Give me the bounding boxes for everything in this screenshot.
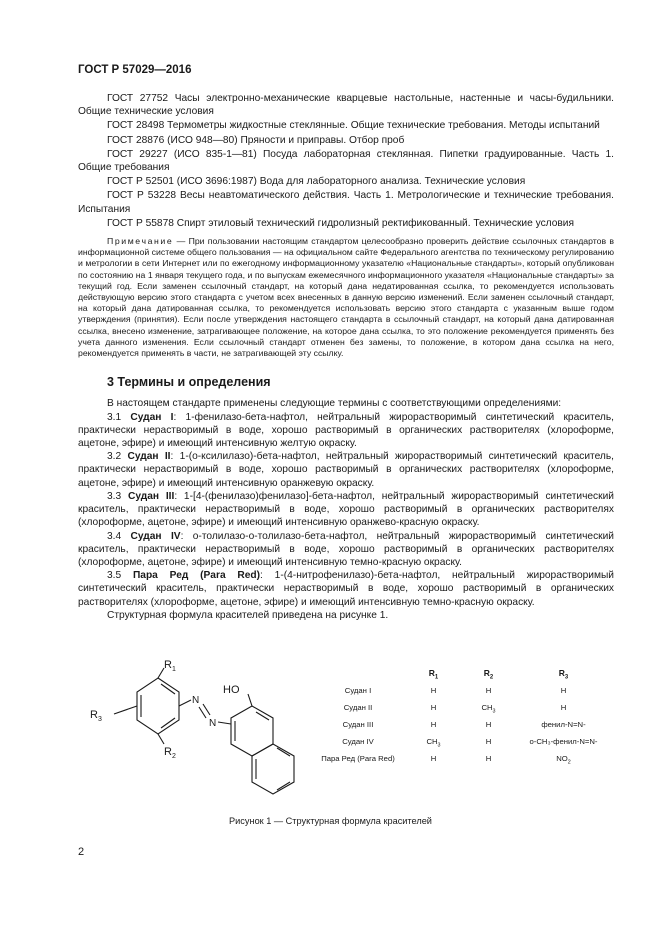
table-cell: Судан II (343, 702, 373, 712)
table-cell: H (560, 685, 567, 695)
bond-n-n (203, 704, 210, 715)
naphthalene-ring (252, 744, 294, 794)
term-number: 3.2 (107, 451, 128, 463)
table-cell: фенил-N=N- (541, 719, 586, 729)
note-label: Примечание (107, 236, 174, 247)
term-text: : 1-фенилазо-бета-нафтол, нейтральный жирорастворимый синтетический краситель, практически нерастворимый в воде, хорошо растворимый в органических растворителях (хлороформе, ацетоне, эфире) и имеющий интенсивную желтую окраску. (78, 411, 614, 450)
figure-1 (78, 658, 614, 813)
structural-formula (78, 658, 310, 813)
term-definition (78, 490, 614, 530)
table-cell: H (430, 685, 437, 695)
table-header-cell: $R_3$ (558, 668, 569, 681)
table-cell: Судан I (344, 685, 372, 695)
label-r3: $R_3$ (90, 709, 102, 723)
document-header: ГОСТ Р 57029—2016 (78, 64, 192, 76)
term-text: : 1-(4-нитрофенилазо)-бета-нафтол, нейтральный жирорастворимый синтетический краситель, практически нерастворимый в воде, хорошо растворимый в органических растворителях (хлороформе, ацетоне, эфире) и имеющий интенсивную темно-красную окраску. (78, 570, 614, 608)
term-definition (78, 530, 614, 570)
table-header-cell: $R_2$ (483, 668, 494, 681)
table-cell: о-CH₃-фенил-N=N- (529, 736, 598, 746)
page-number: 2 (78, 846, 85, 858)
label-oh: HO (223, 684, 240, 696)
term-text: : 1-(о-ксилилазо)-бета-нафтол, нейтральный жирорастворимый синтетический краситель, практически нерастворимый в воде, хорошо растворимый в органических растворителях (хлороформе, ацетоне, эфире) и имеющий интенсивную оранжевую окраску. (78, 451, 614, 489)
label-r2: $R_2$ (164, 746, 176, 760)
term-name: Судан IV (130, 530, 181, 542)
term-number: 3.4 (107, 530, 131, 542)
figure-reference: Структурная формула красителей приведена на рисунке 1. (107, 609, 389, 621)
table-row (310, 717, 611, 734)
term-number: 3.1 (107, 411, 131, 423)
table-cell: H (485, 736, 492, 746)
section-title: 3 Термины и определения (107, 375, 271, 390)
ref-gost-r-52501: ГОСТ Р 52501 (ИСО 3696:1987) Вода для лабораторного анализа. Технические условия (107, 176, 526, 188)
table-cell: H (430, 702, 437, 712)
table-cell: Судан IV (342, 736, 374, 746)
bond-r2 (158, 734, 164, 744)
note-paragraph (78, 236, 614, 359)
table-cell: H (485, 753, 492, 763)
figure-caption: Рисунок 1 — Структурная формула красителей (229, 816, 432, 826)
term-name: Судан I (130, 411, 174, 423)
table-cell: $CH_3$ (481, 702, 496, 715)
ref-gost-r-53228: ГОСТ Р 53228 Весы неавтоматического действия. Часть 1. Метрологические и технические требования. Испытания (78, 190, 614, 215)
table-cell: Судан III (342, 719, 374, 729)
table-header-row (310, 666, 611, 683)
term-name: Пара Ред (Para Red) (132, 570, 261, 582)
ref-gost-28876: ГОСТ 28876 (ИСО 948—80) Пряности и приправы. Отбор проб (107, 134, 405, 146)
term-definition (78, 569, 614, 609)
table-cell: H (430, 753, 437, 763)
term-number: 3.3 (107, 490, 128, 502)
table-row (310, 683, 611, 700)
ref-gost-28498: ГОСТ 28498 Термометры жидкостные стеклянные. Общие технические требования. Методы испытаний (107, 120, 600, 132)
ref-gost-r-55878: ГОСТ Р 55878 Спирт этиловый технический гидролизный ректификованный. Технические условия (107, 217, 575, 229)
label-n-top: N (192, 695, 200, 706)
substituent-table (310, 666, 611, 768)
bond-n-c (218, 722, 231, 724)
naphthol-ring (231, 706, 273, 756)
table-cell: H (430, 719, 437, 729)
ref-gost-27752: ГОСТ 27752 Часы электронно-механические кварцевые настольные, настенные и часы-будильники. Общие технические условия (78, 93, 614, 118)
note-text: — При пользовании настоящим стандартом целесообразно проверить действие ссылочных стандартов в информационной системе общего пользования — на официальном сайте Федерального агентства по техническому регулированию и метрологии в сети Интернет или по ежегодному информационному указателю «Национальные стандарты», который опубликован по состоянию на 1 января текущего года, и по выпускам ежемесячного информационного указателя «Национальные стандарты» за текущий год. Если заменен ссылочный стандарт, на который дана недатированная ссылка, то рекомендуется использовать действующую версию этого стандарта с учетом всех внесенных в данную версию изменений. Если заменен ссылочный стандарт, на который дана датированная ссылка, то рекомендуется использовать версию этого стандарта с указанным выше годом утверждения (принятия). Если после утверждения настоящего стандарта в ссылочный стандарт, на который дана датированная ссылка, внесено изменение, затрагивающее положение, на которое дана ссылка, то это положение рекомендуется применять без учета данного изменения. Если ссылочный стандарт отменен без замены, то положение, в котором дана ссылка на него, рекомендуется применять в части, не затрагивающей эту ссылку. (78, 236, 614, 359)
term-name: Судан III (127, 490, 175, 502)
ref-gost-29227: ГОСТ 29227 (ИСО 835-1—81) Посуда лабораторная стеклянная. Пипетки градуированные. Часть 1. Общие требования (78, 148, 614, 174)
bond-c-n (179, 700, 191, 706)
table-header-cell (310, 666, 406, 683)
table-row (310, 751, 611, 768)
table-row (310, 700, 611, 717)
table-cell: $CH_3$ (426, 736, 441, 749)
term-definition (78, 411, 614, 451)
table-cell: H (485, 685, 492, 695)
table-cell: H (485, 719, 492, 729)
bond-oh (248, 694, 252, 706)
table-cell: $NO_2$ (556, 753, 571, 766)
section-intro: В настоящем стандарте применены следующие термины с соответствующими определениями: (107, 398, 562, 410)
label-n-bottom: N (209, 718, 217, 729)
bond-r3 (114, 706, 137, 714)
term-number: 3.5 (107, 570, 133, 582)
terms-list (78, 411, 614, 609)
term-text: : о-толилазо-о-толилазо-бета-нафтол, нейтральный жирорастворимый синтетический краситель, практически нерастворимый в воде, хорошо растворимый в органических растворителях (хлороформе, ацетоне, эфире) и имеющий интенсивную темно-красную окраску. (78, 530, 615, 568)
table-cell: Пара Ред (Para Red) (321, 753, 395, 763)
label-r1: $R_1$ (164, 659, 176, 673)
table-header-cell: $R_1$ (428, 668, 439, 681)
table-row (310, 734, 611, 751)
table-cell: H (560, 702, 567, 712)
benzene-ring (137, 678, 179, 734)
term-definition (78, 450, 614, 490)
term-text: : 1-[4-(фенилазо)фенилазо]-бета-нафтол, нейтральный жирорастворимый синтетический краситель, практически нерастворимый в воде, хорошо растворимый в органических растворителях (хлороформе, ацетоне, эфире) и имеющий интенсивную оранжево-красную окраску. (78, 490, 614, 529)
term-name: Судан II (127, 451, 171, 463)
page-content (78, 92, 614, 622)
